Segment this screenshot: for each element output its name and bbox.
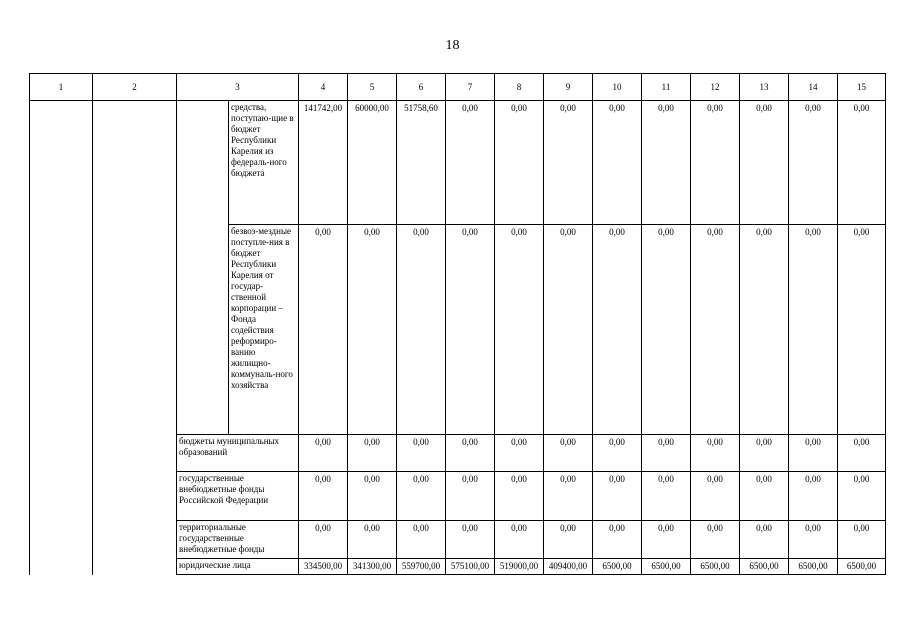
row-label: средства, поступаю-щие в бюджет Республики Карелия из федераль-ного бюджета (229, 101, 299, 225)
value-cell: 6500,00 (789, 559, 838, 575)
column-header: 8 (495, 74, 544, 101)
value-cell: 0,00 (691, 521, 740, 559)
value-cell: 0,00 (299, 521, 348, 559)
value-cell: 0,00 (838, 521, 886, 559)
cell-spacer (177, 101, 229, 435)
value-cell: 0,00 (348, 225, 397, 435)
row-label: бюджеты муниципальных образований (177, 435, 299, 472)
cell-col2 (93, 101, 177, 575)
value-cell: 0,00 (789, 521, 838, 559)
column-header: 6 (397, 74, 446, 101)
column-header: 11 (642, 74, 691, 101)
value-cell: 0,00 (495, 521, 544, 559)
row-label: юридические лица (177, 559, 299, 575)
column-header: 14 (789, 74, 838, 101)
column-header: 5 (348, 74, 397, 101)
value-cell: 0,00 (544, 101, 593, 225)
value-cell: 0,00 (838, 101, 886, 225)
page-number: 18 (445, 38, 460, 53)
value-cell: 0,00 (593, 521, 642, 559)
value-cell: 0,00 (789, 435, 838, 472)
value-cell: 0,00 (642, 101, 691, 225)
column-header: 1 (30, 74, 93, 101)
value-cell: 0,00 (789, 101, 838, 225)
budget-table (29, 73, 886, 575)
value-cell: 51758,60 (397, 101, 446, 225)
value-cell: 0,00 (495, 435, 544, 472)
value-cell: 0,00 (740, 225, 789, 435)
value-cell: 0,00 (740, 435, 789, 472)
value-cell: 0,00 (495, 101, 544, 225)
value-cell: 0,00 (544, 435, 593, 472)
value-cell: 0,00 (397, 472, 446, 521)
value-cell: 0,00 (691, 225, 740, 435)
value-cell: 141742,00 (299, 101, 348, 225)
row-label: территориальные государственные внебюджетные фонды (177, 521, 299, 559)
value-cell: 0,00 (740, 101, 789, 225)
value-cell: 0,00 (348, 472, 397, 521)
value-cell: 559700,00 (397, 559, 446, 575)
row-label: государственные внебюджетные фонды Российской Федерации (177, 472, 299, 521)
row-label: безвоз-мездные поступле-ния в бюджет Республики Карелия от государ-ственной корпорации – Фонда содействия реформиро-ванию жилищно-коммуналь-ного хозяйства (229, 225, 299, 435)
value-cell: 575100,00 (446, 559, 495, 575)
value-cell: 0,00 (691, 101, 740, 225)
value-cell: 0,00 (740, 472, 789, 521)
value-cell: 6500,00 (691, 559, 740, 575)
value-cell: 0,00 (691, 435, 740, 472)
value-cell: 0,00 (838, 435, 886, 472)
value-cell: 0,00 (348, 521, 397, 559)
value-cell: 0,00 (838, 225, 886, 435)
table-row (30, 101, 886, 225)
value-cell: 0,00 (495, 225, 544, 435)
column-header: 4 (299, 74, 348, 101)
value-cell: 0,00 (789, 225, 838, 435)
value-cell: 0,00 (348, 435, 397, 472)
value-cell: 0,00 (642, 225, 691, 435)
value-cell: 0,00 (544, 472, 593, 521)
value-cell: 0,00 (838, 472, 886, 521)
value-cell: 0,00 (544, 521, 593, 559)
value-cell: 0,00 (495, 472, 544, 521)
value-cell: 0,00 (446, 472, 495, 521)
value-cell: 6500,00 (740, 559, 789, 575)
value-cell: 60000,00 (348, 101, 397, 225)
value-cell: 0,00 (446, 101, 495, 225)
column-header: 3 (177, 74, 299, 101)
value-cell: 6500,00 (642, 559, 691, 575)
value-cell: 519000,00 (495, 559, 544, 575)
value-cell: 0,00 (642, 521, 691, 559)
value-cell: 0,00 (446, 521, 495, 559)
value-cell: 0,00 (446, 225, 495, 435)
column-header: 9 (544, 74, 593, 101)
value-cell: 0,00 (299, 472, 348, 521)
cell-col1 (30, 101, 93, 575)
value-cell: 0,00 (397, 225, 446, 435)
value-cell: 0,00 (740, 521, 789, 559)
value-cell: 6500,00 (593, 559, 642, 575)
value-cell: 0,00 (397, 521, 446, 559)
value-cell: 0,00 (691, 472, 740, 521)
header-row (30, 74, 886, 101)
column-header: 12 (691, 74, 740, 101)
value-cell: 0,00 (593, 472, 642, 521)
column-header: 13 (740, 74, 789, 101)
value-cell: 0,00 (397, 435, 446, 472)
value-cell: 0,00 (642, 435, 691, 472)
value-cell: 0,00 (593, 101, 642, 225)
value-cell: 334500,00 (299, 559, 348, 575)
value-cell: 0,00 (299, 435, 348, 472)
column-header: 7 (446, 74, 495, 101)
value-cell: 0,00 (593, 435, 642, 472)
value-cell: 409400,00 (544, 559, 593, 575)
value-cell: 6500,00 (838, 559, 886, 575)
column-header: 15 (838, 74, 886, 101)
value-cell: 0,00 (446, 435, 495, 472)
column-header: 10 (593, 74, 642, 101)
column-header: 2 (93, 74, 177, 101)
value-cell: 0,00 (593, 225, 642, 435)
value-cell: 0,00 (544, 225, 593, 435)
value-cell: 0,00 (789, 472, 838, 521)
value-cell: 0,00 (642, 472, 691, 521)
value-cell: 341300,00 (348, 559, 397, 575)
value-cell: 0,00 (299, 225, 348, 435)
